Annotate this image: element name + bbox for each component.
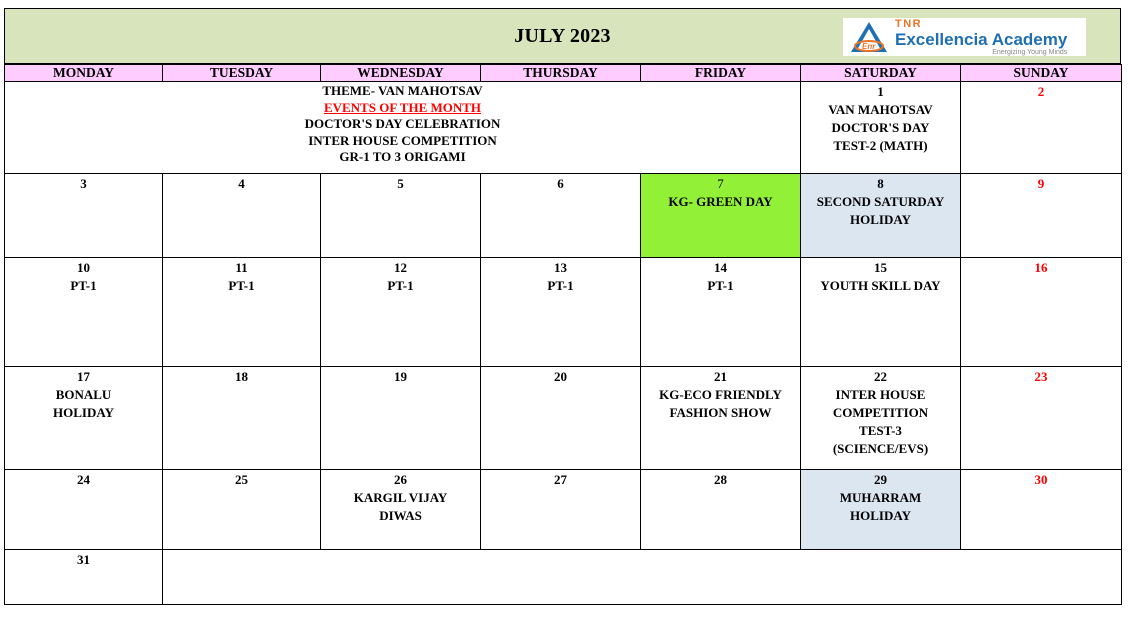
academy-logo bbox=[843, 18, 1086, 56]
day-number: 25 bbox=[235, 472, 248, 487]
day-cell bbox=[481, 174, 641, 258]
day-cell bbox=[481, 367, 641, 470]
day-cell bbox=[321, 367, 481, 470]
day-cell bbox=[801, 367, 961, 470]
day-event: PT-1 bbox=[228, 278, 255, 293]
empty-cell bbox=[163, 550, 1122, 605]
day-cell bbox=[801, 258, 961, 367]
banner-event: GR-1 TO 3 ORIGAMI bbox=[339, 149, 466, 164]
day-event: TEST-2 (MATH) bbox=[833, 138, 928, 153]
logo-tagline: Energizing Young Minds bbox=[992, 48, 1068, 56]
day-cell bbox=[5, 174, 163, 258]
day-cell bbox=[961, 174, 1122, 258]
day-number: 31 bbox=[77, 552, 90, 567]
day-cell bbox=[961, 258, 1122, 367]
weekday-thursday: THURSDAY bbox=[481, 65, 641, 82]
day-cell bbox=[163, 367, 321, 470]
week-row bbox=[5, 550, 1122, 605]
day-number: 14 bbox=[714, 260, 727, 275]
day-event: SECOND SATURDAY bbox=[816, 194, 945, 209]
week-row bbox=[5, 367, 1122, 470]
day-cell bbox=[481, 258, 641, 367]
day-cell bbox=[163, 258, 321, 367]
day-number: 9 bbox=[1037, 176, 1045, 191]
day-cell bbox=[961, 82, 1122, 174]
day-number: 19 bbox=[394, 369, 407, 384]
day-event: KG- GREEN DAY bbox=[668, 194, 773, 209]
calendar-header bbox=[4, 8, 1121, 64]
week-row bbox=[5, 82, 1122, 174]
day-event: KARGIL VIJAY bbox=[353, 490, 448, 505]
day-event: INTER HOUSE bbox=[835, 387, 926, 402]
day-number: 1 bbox=[877, 84, 884, 99]
day-cell-holiday bbox=[5, 367, 163, 470]
day-number: 27 bbox=[554, 472, 567, 487]
logo-main-text: Excellencia Academy bbox=[895, 29, 1068, 49]
day-event: PT-1 bbox=[70, 278, 97, 293]
week-row bbox=[5, 174, 1122, 258]
day-number: 16 bbox=[1034, 260, 1048, 275]
day-event: PT-1 bbox=[387, 278, 414, 293]
day-number: 2 bbox=[1037, 84, 1045, 99]
day-cell bbox=[5, 550, 163, 605]
week-row bbox=[5, 470, 1122, 550]
day-number: 4 bbox=[238, 176, 245, 191]
day-event: DIWAS bbox=[379, 508, 422, 523]
day-number: 21 bbox=[714, 369, 727, 384]
day-cell bbox=[163, 174, 321, 258]
day-number: 30 bbox=[1034, 472, 1048, 487]
banner-event: INTER HOUSE COMPETITION bbox=[308, 132, 497, 148]
day-cell bbox=[801, 82, 961, 174]
weekday-saturday: SATURDAY bbox=[801, 65, 961, 82]
weekday-monday: MONDAY bbox=[5, 65, 163, 82]
week-row bbox=[5, 258, 1122, 367]
day-number: 7 bbox=[717, 176, 724, 191]
day-cell bbox=[961, 470, 1122, 550]
day-event: BONALU bbox=[55, 387, 112, 402]
day-cell bbox=[321, 258, 481, 367]
day-event: MUHARRAM bbox=[839, 490, 922, 505]
day-event: VAN MAHOTSAV bbox=[828, 102, 933, 117]
day-event: DOCTOR'S DAY bbox=[831, 120, 930, 135]
day-event: HOLIDAY bbox=[850, 212, 911, 227]
day-cell bbox=[641, 258, 801, 367]
day-number: 13 bbox=[554, 260, 567, 275]
day-cell bbox=[961, 367, 1122, 470]
weekday-wednesday: WEDNESDAY bbox=[321, 65, 481, 82]
weekday-tuesday: TUESDAY bbox=[163, 65, 321, 82]
day-cell bbox=[641, 367, 801, 470]
day-number: 23 bbox=[1034, 369, 1048, 384]
events-of-month-heading: EVENTS OF THE MONTH bbox=[323, 99, 482, 115]
day-event: PT-1 bbox=[707, 278, 734, 293]
day-cell-holiday bbox=[801, 174, 961, 258]
day-number: 10 bbox=[77, 260, 90, 275]
day-number: 12 bbox=[394, 260, 407, 275]
day-number: 11 bbox=[235, 260, 248, 275]
day-cell bbox=[321, 174, 481, 258]
day-number: 15 bbox=[874, 260, 887, 275]
day-number: 18 bbox=[235, 369, 248, 384]
weekday-sunday: SUNDAY bbox=[961, 65, 1122, 82]
month-title: JULY 2023 bbox=[514, 24, 611, 47]
weekday-header-row bbox=[5, 65, 1122, 82]
day-event: KG-ECO FRIENDLY bbox=[659, 387, 782, 402]
day-event: FASHION SHOW bbox=[669, 405, 772, 420]
day-number: 24 bbox=[77, 472, 90, 487]
svg-text:Enr: Enr bbox=[862, 42, 876, 51]
day-event: HOLIDAY bbox=[850, 508, 911, 523]
day-event: YOUTH SKILL DAY bbox=[820, 278, 941, 293]
day-number: 29 bbox=[874, 472, 887, 487]
day-number: 26 bbox=[394, 472, 407, 487]
day-number: 3 bbox=[80, 176, 87, 191]
theme-text: THEME- VAN MAHOTSAV bbox=[322, 83, 483, 98]
day-event: (SCIENCE/EVS) bbox=[832, 441, 929, 456]
day-cell bbox=[481, 470, 641, 550]
day-number: 6 bbox=[557, 176, 564, 191]
day-event: COMPETITION bbox=[832, 405, 929, 420]
day-cell bbox=[321, 470, 481, 550]
logo-top-text: TNR bbox=[895, 17, 923, 30]
day-cell-holiday bbox=[801, 470, 961, 550]
day-cell-green-day bbox=[641, 174, 801, 258]
academy-logo-icon bbox=[847, 20, 891, 54]
day-number: 8 bbox=[877, 176, 884, 191]
day-cell bbox=[163, 470, 321, 550]
calendar-grid bbox=[4, 64, 1122, 605]
calendar bbox=[4, 8, 1121, 605]
weekday-friday: FRIDAY bbox=[641, 65, 801, 82]
day-number: 22 bbox=[874, 369, 887, 384]
day-event: TEST-3 bbox=[859, 423, 902, 438]
day-event: PT-1 bbox=[547, 278, 574, 293]
day-number: 17 bbox=[77, 369, 90, 384]
day-number: 28 bbox=[714, 472, 727, 487]
day-number: 20 bbox=[554, 369, 567, 384]
day-cell bbox=[5, 258, 163, 367]
day-cell bbox=[5, 470, 163, 550]
day-event: HOLIDAY bbox=[53, 405, 114, 420]
month-theme-banner bbox=[5, 82, 801, 174]
day-cell bbox=[641, 470, 801, 550]
day-number: 5 bbox=[397, 176, 404, 191]
banner-event: DOCTOR'S DAY CELEBRATION bbox=[304, 116, 501, 131]
